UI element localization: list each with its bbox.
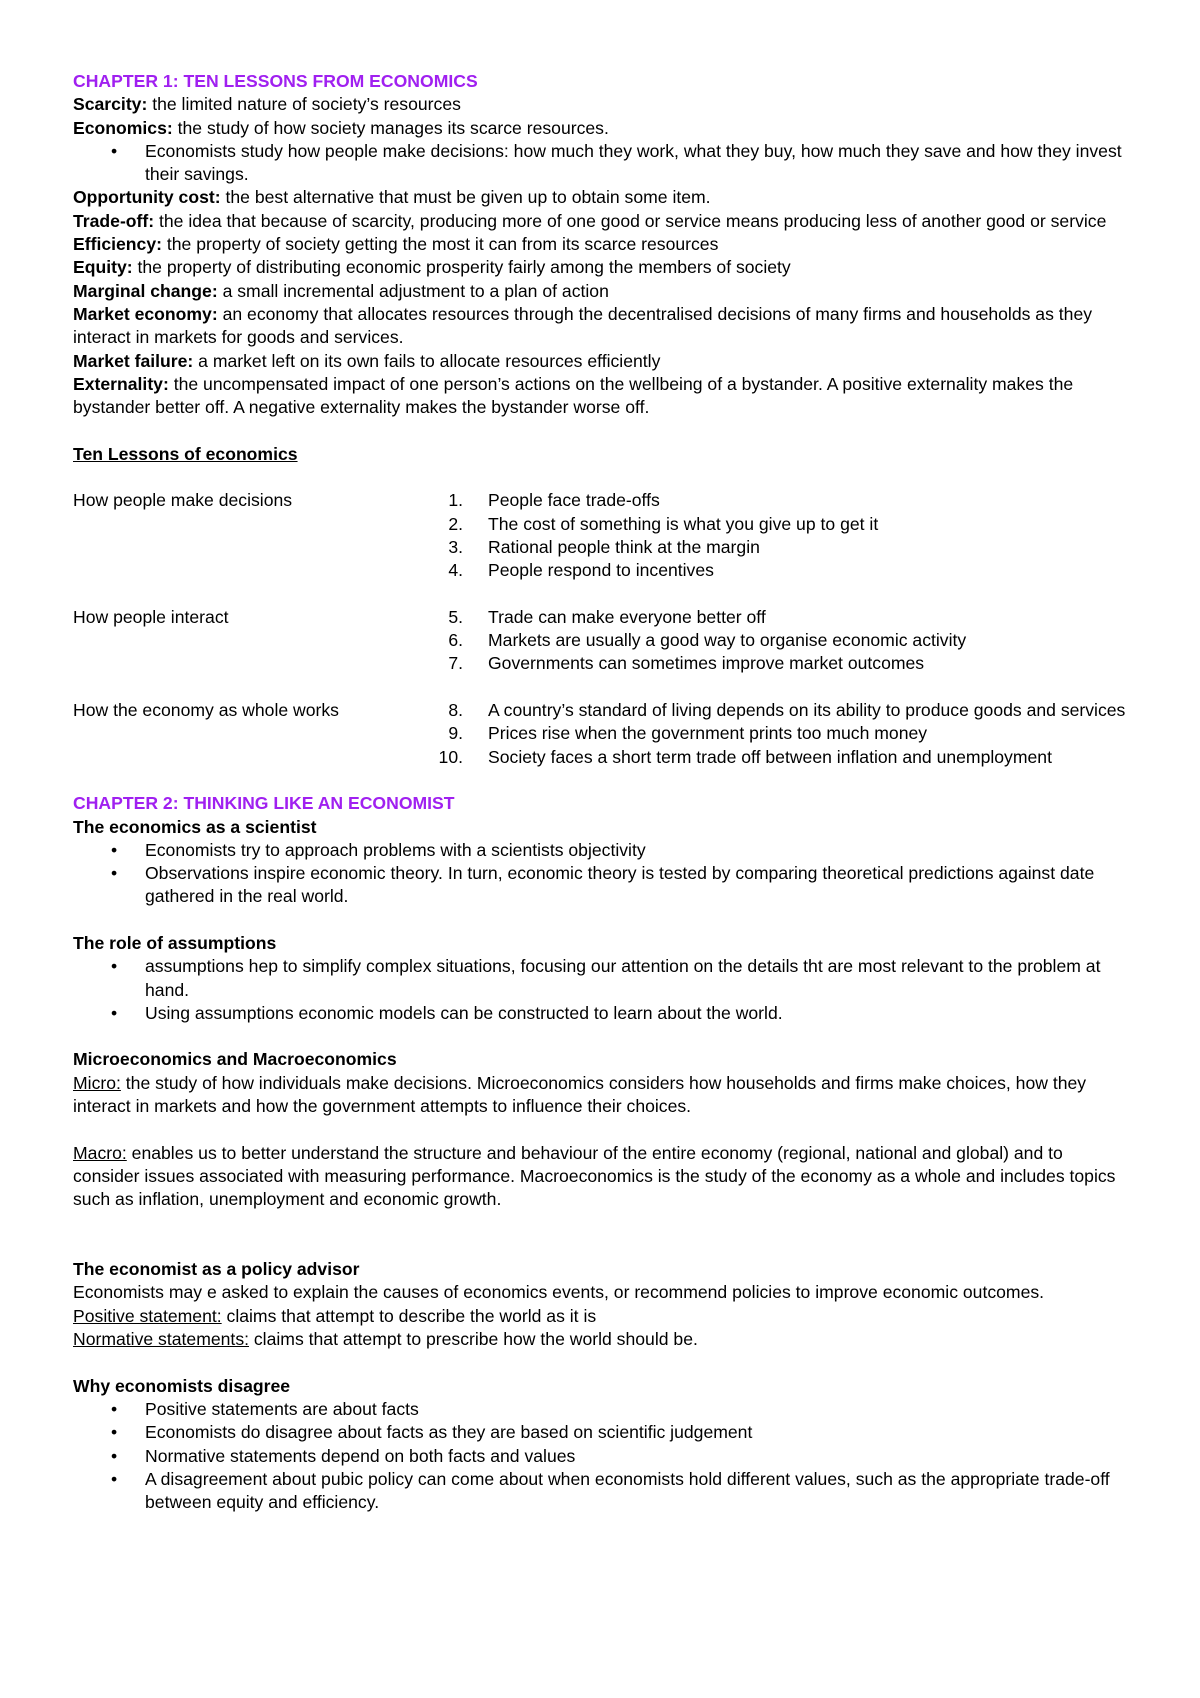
micro-paragraph: Micro: the study of how individuals make decisions. Microeconomics considers how households and firms make choices, how they interact in markets and how the government attempts to influence their choices. xyxy=(73,1072,1087,1117)
definition-text: the limited nature of society’s resources xyxy=(147,94,461,115)
list-item: 5. Trade can make everyone better off xyxy=(448,606,766,627)
lesson-list xyxy=(437,699,1133,769)
chapter-2-title: CHAPTER 2: THINKING LIKE AN ECONOMIST xyxy=(73,793,455,814)
definition-externality xyxy=(73,373,1133,420)
definition-text: the property of society getting the most it can from its scarce resources xyxy=(161,234,719,255)
positive-statement: Positive statement: claims that attempt to describe the world as it is xyxy=(73,1305,597,1326)
definition-text: the idea that because of scarcity, producing more of one good or service means producing less of another good or service xyxy=(154,210,1107,231)
positive-label: Positive statement: xyxy=(73,1305,222,1326)
definition-marginal-change xyxy=(73,280,1133,303)
disagree-bullet-list xyxy=(73,1398,1133,1514)
lesson-list xyxy=(437,606,1133,676)
ten-lessons-heading: Ten Lessons of economics xyxy=(73,443,298,464)
term: Opportunity cost: xyxy=(73,187,221,208)
definition-efficiency xyxy=(73,233,1133,256)
bullet-icon: • xyxy=(111,839,118,860)
section-heading-scientist: The economics as a scientist xyxy=(73,816,317,837)
bullet-icon: • xyxy=(111,1468,118,1489)
definition-text: the study of how society manages its scarce resources. xyxy=(172,117,609,138)
definition-market-economy xyxy=(73,303,1133,350)
definition-economics xyxy=(73,117,1133,140)
economics-bullet-list xyxy=(73,140,1133,187)
definition-text: the best alternative that must be given up to obtain some item. xyxy=(220,187,711,208)
section-heading-disagree: Why economists disagree xyxy=(73,1375,291,1396)
document-page xyxy=(73,70,1133,1514)
definition-text: a small incremental adjustment to a plan of action xyxy=(217,280,609,301)
term: Marginal change: xyxy=(73,280,218,301)
term: Market failure: xyxy=(73,350,194,371)
list-item: 3. Rational people think at the margin xyxy=(448,536,760,557)
bullet-icon: • xyxy=(111,956,118,977)
term: Economics: xyxy=(73,117,173,138)
bullet-icon: • xyxy=(111,140,118,161)
list-item: 6. Markets are usually a good way to organise economic activity xyxy=(448,630,967,651)
bullet-icon: • xyxy=(111,1002,118,1023)
definition-text: the uncompensated impact of one person’s actions on the wellbeing of a bystander. A positive externality makes the bystander better off. A negative externality makes the bystander worse off. xyxy=(73,373,1074,418)
bullet-icon: • xyxy=(111,1422,118,1443)
definition-opportunity-cost xyxy=(73,186,1133,209)
term: Trade-off: xyxy=(73,210,155,231)
lesson-group-interact xyxy=(73,606,1133,676)
bullet-icon: • xyxy=(111,1445,118,1466)
assumptions-bullet-list xyxy=(73,955,1133,1025)
macro-paragraph: Macro: enables us to better understand the structure and behaviour of the entire economy (regional, national and global) and to consider issues associated with measuring performance. Macroeconomics is the study of the economy as a whole and includes topics such as inflation, unemployment and economic growth. xyxy=(73,1142,1116,1210)
definition-equity xyxy=(73,256,1133,279)
list-item: • assumptions hep to simplify complex situations, focusing our attention on the details tht are most relevant to the problem at hand. xyxy=(111,956,1101,1000)
term: Equity: xyxy=(73,257,133,278)
lesson-category: How people make decisions xyxy=(73,490,293,511)
lesson-group-decisions xyxy=(73,489,1133,582)
lesson-list xyxy=(437,489,1133,582)
definition-trade-off xyxy=(73,210,1133,233)
normative-label: Normative statements: xyxy=(73,1329,249,1350)
list-item: 8. A country’s standard of living depends on its ability to produce goods and services xyxy=(448,700,1126,721)
list-item: • Economists study how people make decisions: how much they work, what they buy, how much they save and how they invest their savings. xyxy=(111,140,1122,185)
definition-market-failure xyxy=(73,350,1133,373)
term: Externality: xyxy=(73,373,169,394)
list-item: • Economists do disagree about facts as they are based on scientific judgement xyxy=(73,1421,1133,1444)
chapter-1-title: CHAPTER 1: TEN LESSONS FROM ECONOMICS xyxy=(73,71,478,91)
lesson-category: How the economy as whole works xyxy=(73,700,339,721)
lesson-group-economy xyxy=(73,699,1133,769)
bullet-icon: • xyxy=(111,1398,118,1419)
definition-text: the property of distributing economic prosperity fairly among the members of society xyxy=(132,257,791,278)
list-item: • Observations inspire economic theory. In turn, economic theory is tested by comparing theoretical predictions against date gathered in the real world. xyxy=(111,863,1095,907)
list-item: 2. The cost of something is what you give up to get it xyxy=(448,513,879,534)
list-item: • Normative statements depend on both facts and values xyxy=(73,1445,1133,1468)
term: Scarcity: xyxy=(73,94,148,115)
list-item: • Economists try to approach problems with a scientists objectivity xyxy=(73,839,1133,862)
term: Efficiency: xyxy=(73,234,162,255)
normative-statement: Normative statements: claims that attempt to prescribe how the world should be. xyxy=(73,1329,698,1350)
definition-scarcity xyxy=(73,93,1133,116)
list-item: 10. Society faces a short term trade off between inflation and unemployment xyxy=(438,746,1052,767)
section-heading-policy: The economist as a policy advisor xyxy=(73,1259,360,1280)
micro-label: Micro: xyxy=(73,1072,121,1093)
lesson-category: How people interact xyxy=(73,606,229,627)
list-item: 9. Prices rise when the government prints too much money xyxy=(448,723,928,744)
list-item: • Positive statements are about facts xyxy=(73,1398,1133,1421)
bullet-icon: • xyxy=(111,863,118,884)
section-heading-micro-macro: Microeconomics and Macroeconomics xyxy=(73,1049,397,1070)
section-heading-assumptions: The role of assumptions xyxy=(73,932,277,953)
list-item: 1. People face trade-offs xyxy=(448,490,660,511)
list-item: • Using assumptions economic models can be constructed to learn about the world. xyxy=(73,1002,1133,1025)
macro-label: Macro: xyxy=(73,1142,127,1163)
list-item: 4. People respond to incentives xyxy=(448,560,714,581)
scientist-bullet-list xyxy=(73,839,1133,909)
term: Market economy: xyxy=(73,303,218,324)
definition-text: a market left on its own fails to allocate resources efficiently xyxy=(193,350,661,371)
policy-paragraph: Economists may e asked to explain the causes of economics events, or recommend policies to improve economic outcomes. xyxy=(73,1282,1045,1303)
list-item: 7. Governments can sometimes improve market outcomes xyxy=(448,653,925,674)
definition-text: an economy that allocates resources through the decentralised decisions of many firms and households as they interact in markets for goods and services. xyxy=(73,303,1093,348)
list-item: • A disagreement about pubic policy can come about when economists hold different values, such as the appropriate trade-off between equity and efficiency. xyxy=(111,1468,1110,1513)
